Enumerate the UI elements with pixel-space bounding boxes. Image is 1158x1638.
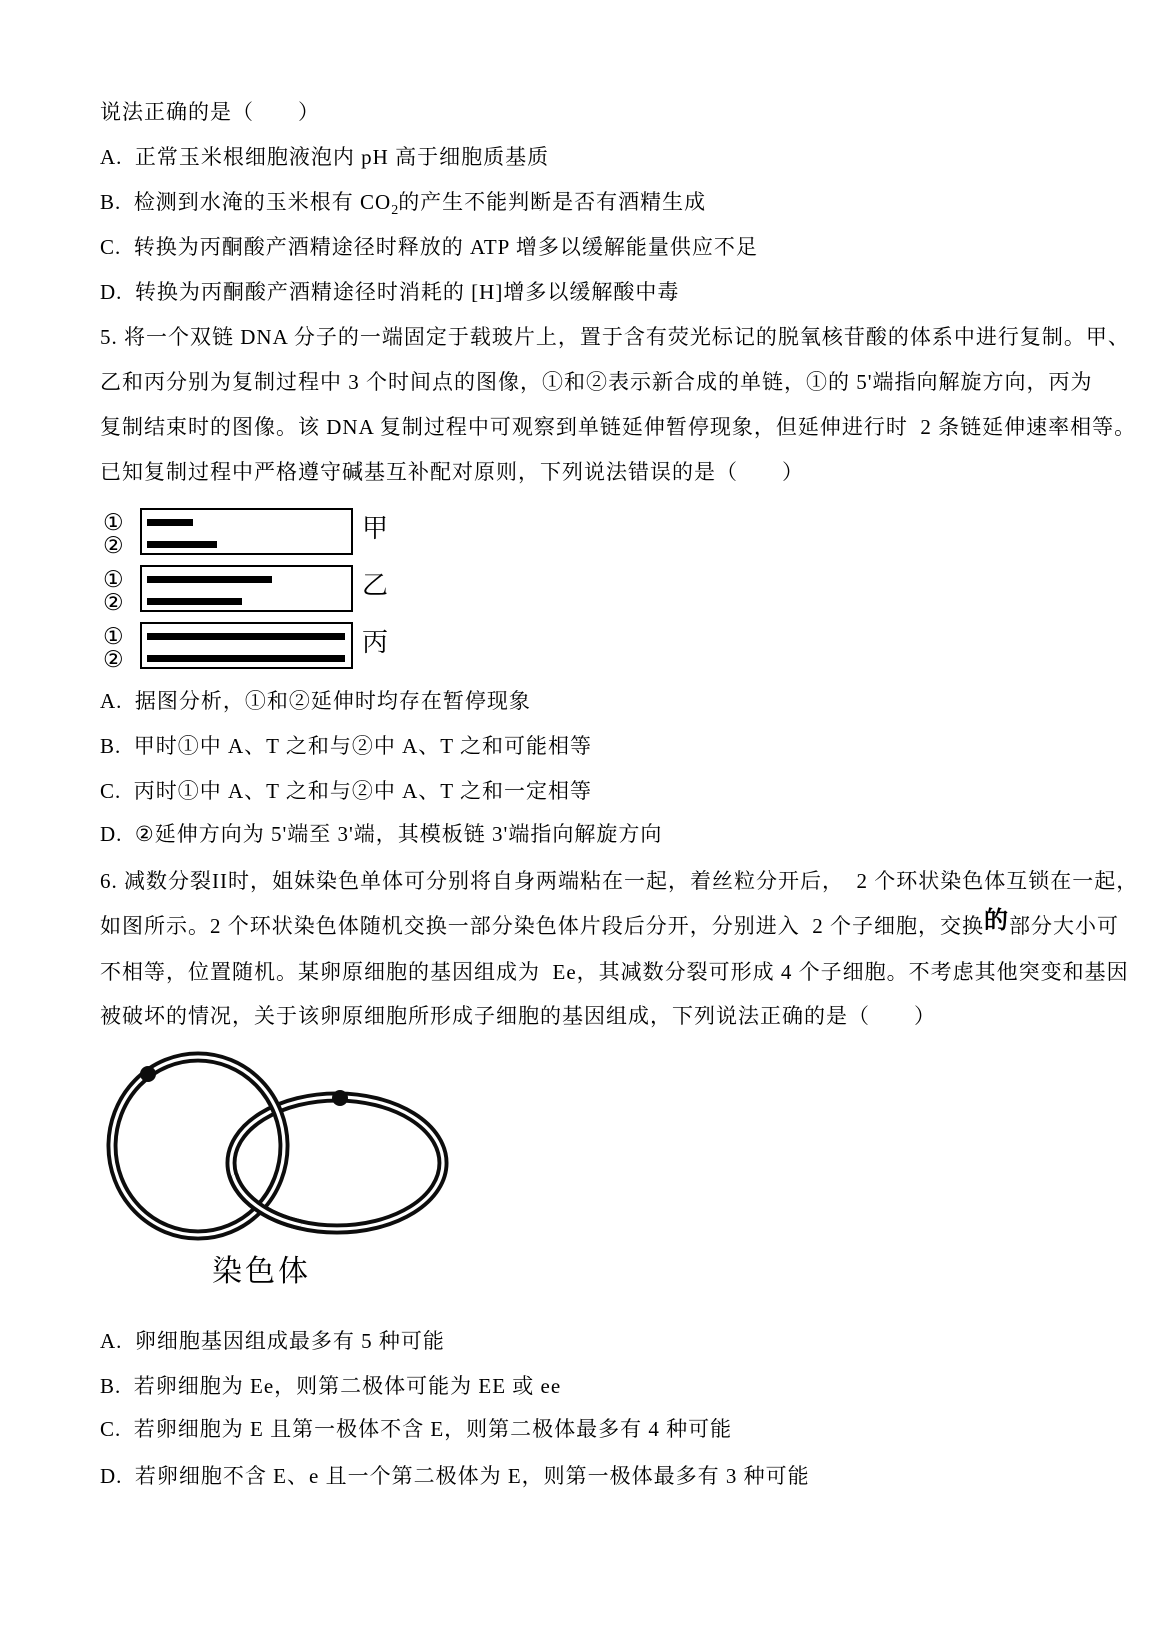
strand2-marker: ② <box>103 647 124 672</box>
dna-row-jia <box>103 508 433 558</box>
q6-stem-line2-pre: 如图所示。2 个环状染色体随机交换一部分染色体片段后分开，分别进入 2 个子细胞，交换 <box>100 914 984 938</box>
q4-option-a: A. 正常玉米根细胞液泡内 pH 高于细胞质基质 <box>100 145 550 169</box>
q6-stem-line1: 6. 减数分裂II时，姐妹染色单体可分别将自身两端粘在一起，着丝粒分开后， 2 个环状染色体互锁在一起， <box>100 869 1139 893</box>
q5-stem-line4: 已知复制过程中严格遵守碱基互补配对原则，下列说法错误的是（ ） <box>100 460 804 484</box>
dna-row-bing <box>103 622 433 672</box>
q4-option-b-post: 的产生不能判断是否有酒精生成 <box>398 190 707 214</box>
strand1-marker: ① <box>103 567 124 592</box>
q5-stem-line1: 5. 将一个双链 DNA 分子的一端固定于载玻片上，置于含有荧光标记的脱氧核苷酸的体系中进行复制。甲、 <box>100 325 1130 349</box>
strand1-bar <box>147 633 345 640</box>
centromere-dot-left <box>140 1066 156 1082</box>
dna-box-yi <box>140 565 353 612</box>
q5-option-c: C. 丙时①中 A、T 之和与②中 A、T 之和一定相等 <box>100 779 592 803</box>
q6-option-c: C. 若卵细胞为 E 且第一极体不含 E，则第二极体最多有 4 种可能 <box>100 1417 733 1441</box>
dna-box-jia <box>140 508 353 555</box>
q6-stem-line2-bold: 的 <box>984 908 1009 934</box>
strand2-bar <box>147 598 242 605</box>
chromosome-rings-figure <box>100 1048 460 1248</box>
q4-stem: 说法正确的是（ ） <box>100 100 320 124</box>
q4-option-c: C. 转换为丙酮酸产酒精途径时释放的 ATP 增多以缓解能量供应不足 <box>100 235 758 259</box>
chromosome-rings-drawing <box>100 1048 460 1248</box>
chromosome-figure-caption: 染色体 <box>212 1255 311 1288</box>
q4-option-b <box>100 189 706 224</box>
dna-row-yi <box>103 565 433 615</box>
q6-option-b: B. 若卵细胞为 Ee，则第二极体可能为 EE 或 ee <box>100 1374 562 1398</box>
q6-stem-line3: 不相等，位置随机。某卵原细胞的基因组成为 Ee，其减数分裂可形成 4 个子细胞。不考虑其他突变和基因 <box>100 960 1129 984</box>
strand1-bar <box>147 576 272 583</box>
q6-stem-line2-post: 部分大小可 <box>1009 914 1119 938</box>
strand2-bar <box>147 655 345 662</box>
dna-box-label-bing: 丙 <box>362 628 389 657</box>
strand1-marker: ① <box>103 510 124 535</box>
q5-stem-line3: 复制结束时的图像。该 DNA 复制过程中可观察到单链延伸暂停现象，但延伸进行时 2 条链延伸速率相等。 <box>100 415 1137 439</box>
q4-option-b-pre: B. 检测到水淹的玉米根有 CO <box>100 190 392 214</box>
dna-box-label-yi: 乙 <box>362 571 389 600</box>
q6-stem-line2 <box>100 908 1119 939</box>
q6-stem-line4: 被破坏的情况，关于该卵原细胞所形成子细胞的基因组成，下列说法正确的是（ ） <box>100 1004 936 1028</box>
strand2-bar <box>147 541 217 548</box>
strand1-bar <box>147 519 193 526</box>
strand2-marker: ② <box>103 533 124 558</box>
q5-option-b: B. 甲时①中 A、T 之和与②中 A、T 之和可能相等 <box>100 734 592 758</box>
q6-option-d: D. 若卵细胞不含 E、e 且一个第二极体为 E，则第一极体最多有 3 种可能 <box>100 1464 810 1488</box>
dna-box-bing <box>140 622 353 669</box>
q4-option-d: D. 转换为丙酮酸产酒精途径时消耗的 [H]增多以缓解酸中毒 <box>100 280 680 304</box>
centromere-dot-right <box>332 1090 348 1106</box>
q5-stem-line2: 乙和丙分别为复制过程中 3 个时间点的图像，①和②表示新合成的单链，①的 5'端指向解旋方向，丙为 <box>100 370 1093 394</box>
dna-box-label-jia: 甲 <box>362 514 389 543</box>
q6-option-a: A. 卵细胞基因组成最多有 5 种可能 <box>100 1329 445 1353</box>
dna-replication-figure <box>103 508 433 674</box>
strand2-marker: ② <box>103 590 124 615</box>
q5-option-d: D. ②延伸方向为 5'端至 3'端，其模板链 3'端指向解旋方向 <box>100 822 663 846</box>
strand1-marker: ① <box>103 624 124 649</box>
q5-option-a: A. 据图分析，①和②延伸时均存在暂停现象 <box>100 689 531 713</box>
co2-subscript: 2 <box>391 203 399 219</box>
